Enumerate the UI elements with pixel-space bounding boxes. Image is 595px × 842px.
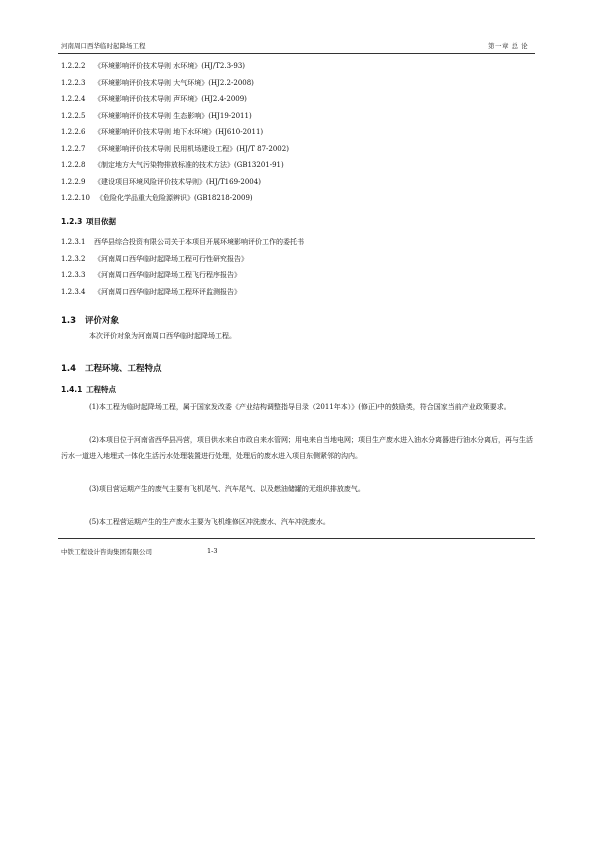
list-item <box>61 251 531 268</box>
section-heading-1-4 <box>61 362 162 374</box>
section-1-3-body: 本次评价对象为河南周口西华临时起降场工程。 <box>89 332 236 340</box>
item-text: 《环境影响评价技术导则 生态影响》(HJ19-2011) <box>94 111 252 120</box>
paragraph: (5)本工程营运期产生的生产废水主要为飞机维修区冲洗废水、汽车冲洗废水。 <box>89 518 330 526</box>
list-item <box>61 91 531 108</box>
section-title: 项目依据 <box>86 217 116 226</box>
item-number: 1.2.3.3 <box>61 271 86 279</box>
basis-list <box>61 234 531 300</box>
list-item <box>61 174 531 191</box>
item-text: 西华县综合投资有限公司关于本项目开展环境影响评价工作的委托书 <box>94 238 304 246</box>
item-text: 《河南周口西华临时起降场工程环评监测报告》 <box>94 287 241 296</box>
header-rule <box>58 53 535 54</box>
item-text: 《河南周口西华临时起降场工程可行性研究报告》 <box>94 254 248 263</box>
item-text: 《河南周口西华临时起降场工程飞行程序报告》 <box>94 271 241 279</box>
item-text: 《制定地方大气污染物排放标准的技术方法》(GB13201-91) <box>94 161 284 169</box>
section-heading-1-2-3 <box>61 216 116 227</box>
running-header-chapter: 第一章 总 论 <box>488 42 529 50</box>
item-text: 《环境影响评价技术导则 大气环境》(HJ2.2-2008) <box>94 78 254 87</box>
standards-list <box>61 58 531 207</box>
list-item <box>61 190 531 207</box>
item-number: 1.2.2.10 <box>61 194 90 202</box>
list-item <box>61 124 531 141</box>
item-number: 1.2.3.1 <box>61 238 86 246</box>
paragraph: (1)本工程为临时起降场工程，属于国家发改委《产业结构调整指导目录（2011年本）》(修正)中的鼓励类，符合国家当前产业政策要求。 <box>89 403 511 411</box>
page-number: 1-3 <box>207 547 218 555</box>
paragraph: (3)项目营运期产生的废气主要有飞机尾气、汽车尾气、以及燃油储罐的无组织排放废气。 <box>89 485 365 493</box>
item-number: 1.2.2.8 <box>61 161 86 169</box>
list-item <box>61 267 531 284</box>
section-number: 1.2.3 <box>61 217 83 226</box>
section-number: 1.4.1 <box>61 385 83 394</box>
list-item <box>61 108 531 125</box>
item-number: 1.2.3.4 <box>61 287 86 296</box>
item-number: 1.2.2.5 <box>61 111 86 120</box>
item-text: 《建设项目环境风险评价技术导则》(HJ/T169-2004) <box>94 177 261 186</box>
item-text: 《环境影响评价技术导则 水环境》(HJ/T2.3-93) <box>94 62 246 70</box>
list-item <box>61 284 531 301</box>
section-heading-1-4-1 <box>61 384 116 395</box>
list-item <box>61 75 531 92</box>
item-number: 1.2.2.4 <box>61 95 86 103</box>
section-number: 1.3 <box>61 316 77 326</box>
item-text: 《环境影响评价技术导则 声环境》(HJ2.4-2009) <box>94 95 247 103</box>
item-text: 《环境影响评价技术导则 地下水环境》(HJ610-2011) <box>94 128 264 136</box>
running-header-title: 河南周口西华临时起降场工程 <box>61 42 146 50</box>
list-item <box>61 58 531 75</box>
section-title: 评价对象 <box>85 316 120 326</box>
item-number: 1.2.2.6 <box>61 128 86 136</box>
list-item <box>61 141 531 158</box>
section-title: 工程环境、工程特点 <box>85 364 162 374</box>
section-title: 工程特点 <box>86 385 116 394</box>
item-text: 《危险化学品重大危险源辨识》(GB18218-2009) <box>96 194 253 202</box>
item-number: 1.2.2.7 <box>61 144 86 153</box>
item-number: 1.2.2.9 <box>61 177 86 186</box>
list-item <box>61 157 531 174</box>
footer-rule <box>58 538 535 539</box>
item-number: 1.2.3.2 <box>61 254 86 263</box>
paragraph: (2)本项目位于河南省西华县冯营，项目供水来自市政自来水管网；用电来自当地电网；项目生产废水进入油水分离器进行油水分离后，再与生活污水一道进入地埋式一体化生活污水处理装置进行处理，处理后的废水进入项目东侧紧邻的沟内。 <box>61 436 533 461</box>
item-number: 1.2.2.3 <box>61 78 86 87</box>
section-number: 1.4 <box>61 364 77 374</box>
item-number: 1.2.2.2 <box>61 62 86 70</box>
section-heading-1-3 <box>61 314 119 326</box>
footer-company: 中铁工程设计咨询集团有限公司 <box>61 548 152 556</box>
item-text: 《环境影响评价技术导则 民用机场建设工程》(HJ/T 87-2002) <box>94 144 289 153</box>
list-item <box>61 234 531 251</box>
